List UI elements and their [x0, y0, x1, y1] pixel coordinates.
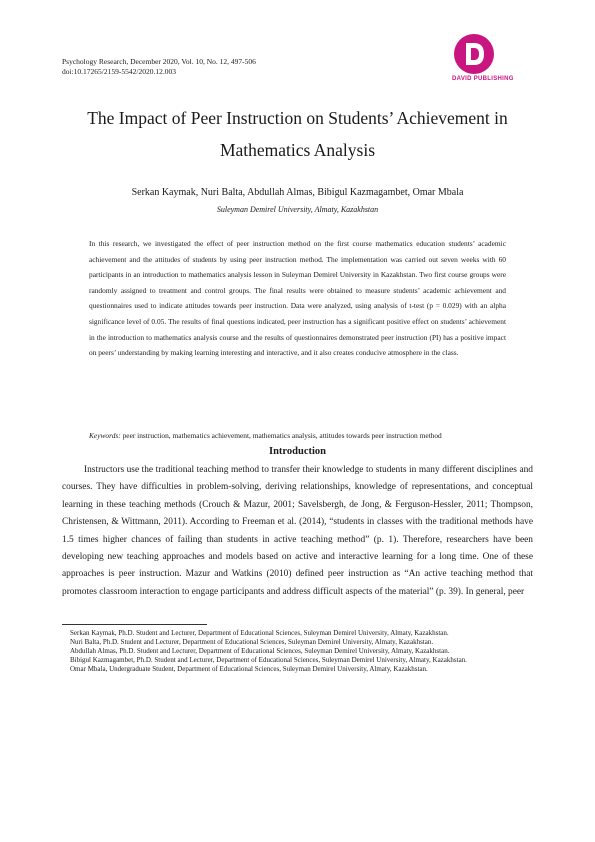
footnote: Nuri Balta, Ph.D. Student and Lecturer, Department of Educational Sciences, Suleyman Demirel University, Almaty, Kazakhstan. [70, 638, 434, 646]
section-heading-introduction: Introduction [269, 446, 326, 457]
footnote-separator [62, 624, 207, 625]
publisher-name: DAVID PUBLISHING [452, 76, 514, 82]
footnotes [62, 629, 533, 674]
journal-line-1: Psychology Research, December 2020, Vol. 10, No. 12, 497-506 [62, 57, 256, 66]
journal-doi[interactable]: doi:10.17265/2159-5542/2020.12.003 [62, 67, 176, 76]
footnote: Bibigul Kazmagambet, Ph.D. Student and Lecturer, Department of Educational Sciences, Suleyman Demirel University, Almaty, Kazakhstan. [70, 656, 467, 664]
author-list: Serkan Kaymak, Nuri Balta, Abdullah Almas, Bibigul Kazmagambet, Omar Mbala [131, 187, 464, 198]
footnote: Serkan Kaymak, Ph.D. Student and Lecturer, Department of Educational Sciences, Suleyman Demirel University, Almaty, Kazakhstan. [70, 629, 449, 637]
footnote: Omar Mbala, Undergraduate Student, Department of Educational Sciences, Suleyman Demirel University, Almaty, Kazakhstan. [70, 665, 428, 673]
paper-title: The Impact of Peer Instruction on Students’ Achievement in Mathematics Analysis [87, 108, 508, 160]
abstract: In this research, we investigated the effect of peer instruction method on the first course mathematics education students’ academic achievement and the attitudes of students by using peer instruction method. The implementation was carried out seven weeks with 60 participants in an introduction to mathematics analysis lesson in Suleyman Demirel University in Kazakhstan. Two first course groups were randomly assigned to treatment and control groups. The final results were obtained to measure students’ academic achievement and questionnaires used to indicate attitudes towards peer instruction. Data were analyzed, using analysis of t-test (p = 0.029) with an alpha significance level of 0.05. The results of final questions indicated, peer instruction has a significant positive effect on students’ achievement in the introduction to mathematics analysis course and the results of questionnaires demonstrated peer instruction (PI) has a positive impact on peers’ understanding by making learning interesting and interactive, and it also creates conducive atmosphere in the class. [89, 239, 506, 358]
introduction-paragraph: Instructors use the traditional teaching method to transfer their knowledge to students in many different disciplines and courses. They have difficulties in problem-solving, deriving relationships, knowledge of representations, and conceptual learning in these teaching methods (Crouch & Mazur, 2001; Savelsbergh, de Jong, & Ferguson-Hessler, 2011; Thompson, Christensen, & Wittmann, 2011). According to Freeman et al. (2014), “students in classes with the traditional methods have 1.5 times higher chances of failing than students in active teaching method” (p. 1). Therefore, researchers have been developing new teaching approaches and models based on active and interactive learning for a long time. One of these approaches is peer instruction. Mazur and Watkins (2010) defined peer instruction as “An active teaching method that promotes classroom interaction to engage participants and address difficult aspects of the material” (p. 39). In general, peer [62, 465, 533, 597]
keywords-text: peer instruction, mathematics achievement, mathematics analysis, attitudes towards peer instruction method [122, 431, 442, 440]
affiliation: Suleyman Demirel University, Almaty, Kazakhstan [216, 205, 379, 214]
journal-citation [62, 57, 256, 77]
keywords [89, 428, 506, 444]
publisher-logo [430, 32, 536, 88]
footnote: Abdullah Almas, Ph.D. Student and Lecturer, Department of Educational Sciences, Suleyman Demirel University, Almaty, Kazakhstan. [70, 647, 450, 655]
keywords-label: Keywords: [89, 431, 121, 440]
